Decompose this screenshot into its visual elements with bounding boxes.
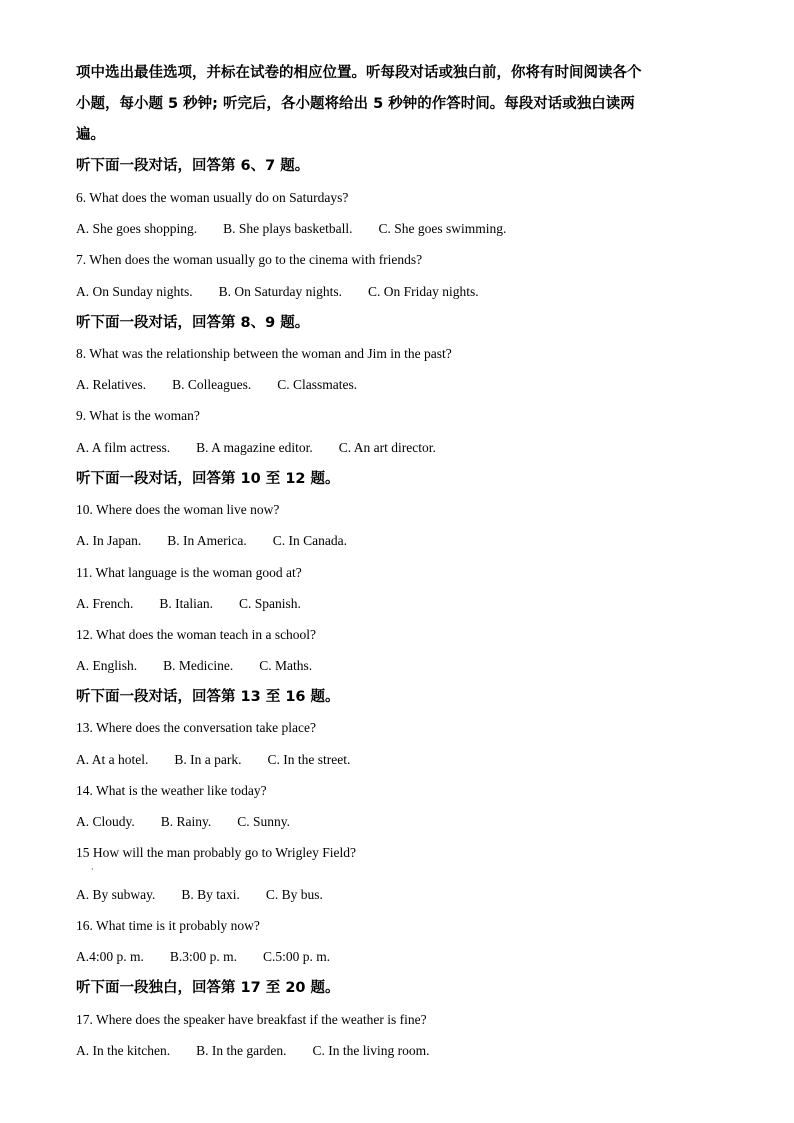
options-row <box>76 439 462 457</box>
instructions-line: 项中选出最佳选项，并标在试卷的相应位置。听每段对话或独白前，你将有时间阅读各个 <box>76 65 642 81</box>
section-heading: 听下面一段对话，回答第 10 至 12 题。 <box>76 471 340 487</box>
option-b: B. In the garden. <box>196 1043 287 1058</box>
option-c: C. In Canada. <box>272 533 347 548</box>
instructions <box>76 58 726 151</box>
question-text: 15 How will the man probably go to Wrigley Field? <box>76 845 357 860</box>
option-a: A. Relatives. <box>76 377 147 392</box>
options-row <box>76 751 376 769</box>
option-a: A. By subway. <box>76 887 156 902</box>
question-text: 11. What language is the woman good at? <box>76 565 302 580</box>
option-b: B. She plays basketball. <box>223 221 353 236</box>
stray-mark: · <box>91 865 94 874</box>
section-heading: 听下面一段对话，回答第 6、7 题。 <box>76 158 310 174</box>
option-b: B. Rainy. <box>160 814 212 829</box>
option-a: A. On Sunday nights. <box>76 284 193 299</box>
option-b: B. In a park. <box>174 752 242 767</box>
option-a: A. A film actress. <box>76 440 171 455</box>
question-text: 7. When does the woman usually go to the cinema with friends? <box>76 252 423 267</box>
options-row <box>76 813 316 831</box>
option-c: C.5:00 p. m. <box>263 949 331 964</box>
options-row <box>76 1042 455 1060</box>
instructions-line: 遍。 <box>76 127 105 143</box>
option-a: A. At a hotel. <box>76 752 149 767</box>
section-heading: 听下面一段对话，回答第 8、9 题。 <box>76 315 310 331</box>
question-text: 9. What is the woman? <box>76 408 200 423</box>
question-text: 14. What is the weather like today? <box>76 783 267 798</box>
option-c: C. She goes swimming. <box>378 221 507 236</box>
options-row <box>76 886 349 904</box>
question-text: 10. Where does the woman live now? <box>76 502 280 517</box>
option-a: A. In the kitchen. <box>76 1043 171 1058</box>
options-row <box>76 657 338 675</box>
question-text: 13. Where does the conversation take place? <box>76 720 317 735</box>
option-b: B. On Saturday nights. <box>218 284 343 299</box>
option-a: A. Cloudy. <box>76 814 135 829</box>
option-c: C. Maths. <box>259 658 313 673</box>
question-text: 16. What time is it probably now? <box>76 918 260 933</box>
options-row <box>76 532 373 550</box>
option-c: C. By bus. <box>265 887 323 902</box>
option-b: B. A magazine editor. <box>196 440 313 455</box>
option-b: B. Colleagues. <box>172 377 252 392</box>
options-row <box>76 376 383 394</box>
question-text: 6. What does the woman usually do on Saturdays? <box>76 190 349 205</box>
option-a: A. English. <box>76 658 138 673</box>
option-b: B.3:00 p. m. <box>169 949 238 964</box>
options-row <box>76 283 505 301</box>
option-c: C. Spanish. <box>239 596 301 611</box>
option-a: A.4:00 p. m. <box>76 949 144 964</box>
option-c: C. In the street. <box>267 752 351 767</box>
option-c: C. On Friday nights. <box>368 284 479 299</box>
section-heading: 听下面一段独白，回答第 17 至 20 题。 <box>76 980 340 996</box>
options-row <box>76 948 356 966</box>
option-a: A. French. <box>76 596 134 611</box>
option-c: C. Sunny. <box>237 814 291 829</box>
option-c: C. An art director. <box>338 440 436 455</box>
question-text: 8. What was the relationship between the woman and Jim in the past? <box>76 346 452 361</box>
instructions-line: 小题，每小题 5 秒钟; 听完后，各小题将给出 5 秒钟的作答时间。每段对话或独白读两 <box>76 96 635 112</box>
option-a: A. In Japan. <box>76 533 142 548</box>
option-b: B. In America. <box>167 533 247 548</box>
question-text: 12. What does the woman teach in a school? <box>76 627 317 642</box>
option-c: C. In the living room. <box>312 1043 430 1058</box>
section-heading: 听下面一段对话，回答第 13 至 16 题。 <box>76 689 340 705</box>
options-row <box>76 220 532 238</box>
option-b: B. By taxi. <box>181 887 240 902</box>
option-c: C. Classmates. <box>277 377 358 392</box>
question-text: 17. Where does the speaker have breakfast if the weather is fine? <box>76 1012 427 1027</box>
option-b: B. Italian. <box>159 596 213 611</box>
option-b: B. Medicine. <box>163 658 234 673</box>
option-a: A. She goes shopping. <box>76 221 198 236</box>
options-row <box>76 595 327 613</box>
